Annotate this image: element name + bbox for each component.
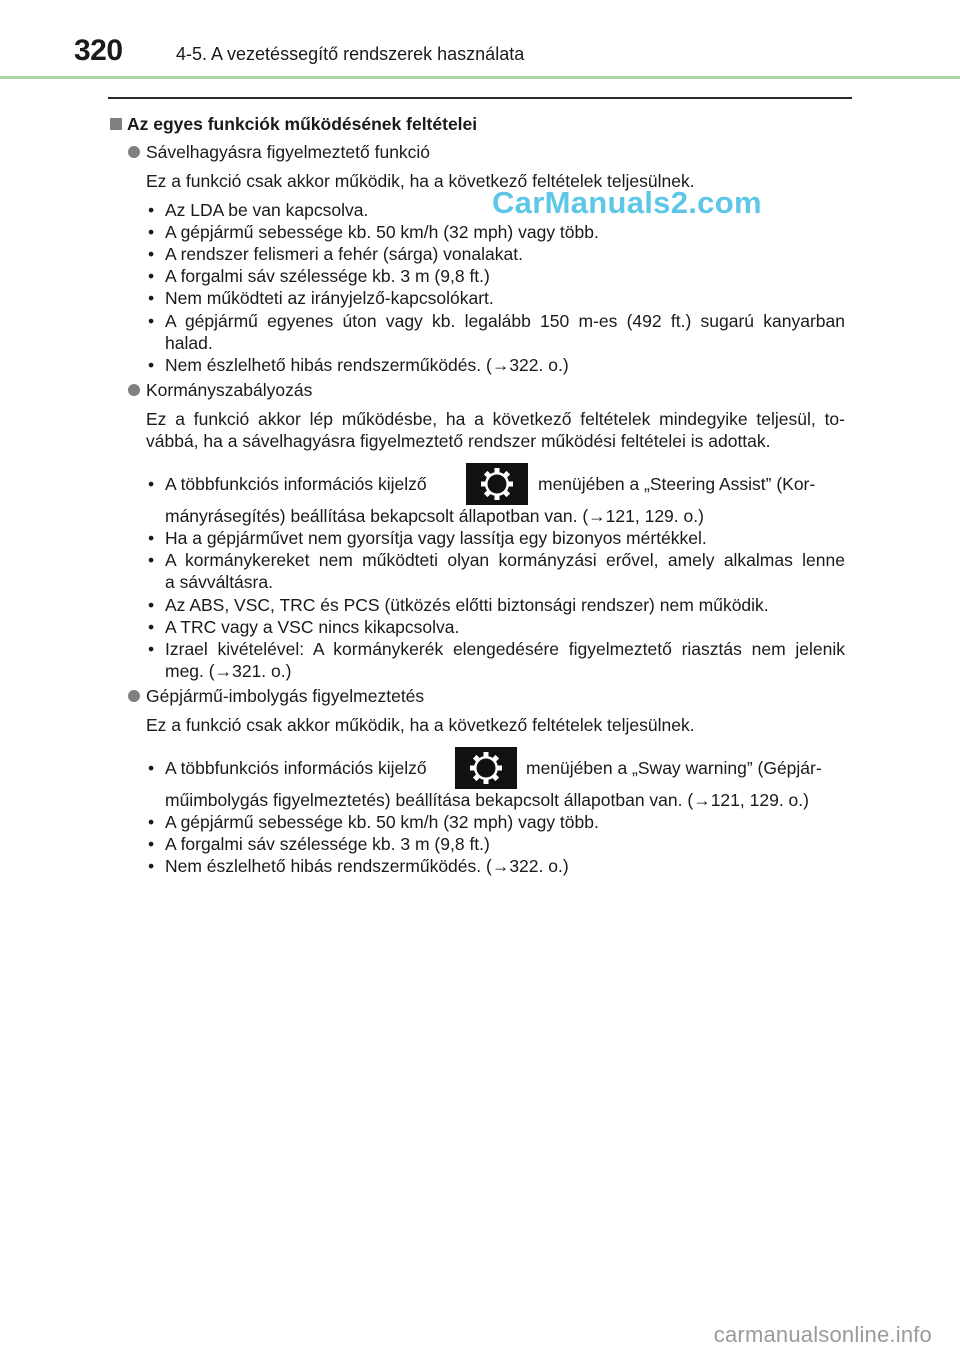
list-bullet: • [148,311,155,331]
circle-bullet-icon [128,146,140,158]
list-item: A TRC vagy a VSC nincs kikapcsolva. [165,617,460,637]
list-bullet: • [148,266,155,286]
lda-heading: Sávelhagyásra figyelmeztető funkció [146,142,431,162]
menu-item-text: A többfunkciós információs kijelző [165,758,427,778]
list-bullet: • [148,244,155,264]
steering-heading: Kormányszabályozás [146,380,313,400]
list-item: A forgalmi sáv szélessége kb. 3 m (9,8 ft.) [165,266,490,286]
sway-intro: Ez a funkció csak akkor működik, ha a következő feltételek teljesülnek. [146,715,695,735]
menu-item-text: A többfunkciós információs kijelző [165,474,427,494]
menu-item-text: menüjében a „Sway warning” (Gépjár- [526,758,822,778]
sway-heading: Gépjármű-imbolygás figyelmeztetés [146,686,425,706]
list-item: Izrael kivételével: A kormánykerék elengedésére figyelmeztető riasztás nem jelenik [165,639,845,659]
page-number: 320 [74,34,123,67]
footer-url: carmanualsonline.info [713,1322,932,1347]
list-item: Nem működteti az irányjelző-kapcsolókart. [165,288,494,308]
list-item: A gépjármű sebessége kb. 50 km/h (32 mph) vagy több. [165,812,599,832]
list-bullet: • [148,288,155,308]
list-item: A gépjármű egyenes úton vagy kb. legalább 150 m-es (492 ft.) sugarú kanyarban [165,311,845,331]
list-item-continuation: halad. [165,333,213,353]
section-divider [108,97,852,99]
list-bullet: • [148,550,155,570]
list-bullet: • [148,595,155,615]
list-item: A forgalmi sáv szélessége kb. 3 m (9,8 ft.) [165,834,490,854]
list-item: Az ABS, VSC, TRC és PCS (ütközés előtti biztonsági rendszer) nem működik. [165,595,769,615]
list-bullet: • [148,528,155,548]
list-bullet: • [148,200,155,220]
section-title: Az egyes funkciók működésének feltételei [127,114,478,134]
menu-item-text: műimbolygás figyelmeztetés) beállítása bekapcsolt állapotban van. (→121, 129. o.) [165,790,809,810]
list-item: A kormánykereket nem működteti olyan kormányzási erővel, amely alkalmas lenne [165,550,845,570]
gear-icon [466,463,528,505]
list-bullet: • [148,758,155,778]
page-header [0,0,960,80]
list-item-continuation: meg. (→321. o.) [165,661,292,681]
list-item: A rendszer felismeri a fehér (sárga) vonalakat. [165,244,523,264]
list-bullet: • [148,474,155,494]
square-bullet-icon [110,118,122,130]
list-bullet: • [148,639,155,659]
list-bullet: • [148,617,155,637]
menu-item-text: mányrásegítés) beállítása bekapcsolt állapotban van. (→121, 129. o.) [165,506,704,526]
list-item: Az LDA be van kapcsolva. [165,200,369,220]
list-item: Nem észlelhető hibás rendszerműködés. (→322. o.) [165,355,569,375]
watermark: CarManuals2.com [492,185,762,220]
list-bullet: • [148,812,155,832]
header-rule [0,76,960,79]
lda-intro: Ez a funkció csak akkor működik, ha a következő feltételek teljesülnek. [146,171,695,191]
list-item: Nem észlelhető hibás rendszerműködés. (→322. o.) [165,856,569,876]
menu-item-text: menüjében a „Steering Assist” (Kor- [538,474,816,494]
steering-intro-line1: Ez a funkció akkor lép működésbe, ha a következő feltételek mindegyike teljesül, to- [146,409,845,429]
circle-bullet-icon [128,690,140,702]
list-bullet: • [148,355,155,375]
chapter-title: 4-5. A vezetéssegítő rendszerek használata [176,44,525,64]
gear-icon [455,747,517,789]
list-item: Ha a gépjárművet nem gyorsítja vagy lassítja egy bizonyos mértékkel. [165,528,707,548]
list-item: A gépjármű sebessége kb. 50 km/h (32 mph) vagy több. [165,222,599,242]
steering-intro-line2: vábbá, ha a sávelhagyásra figyelmeztető rendszer működési feltételei is adottak. [146,431,771,451]
circle-bullet-icon [128,384,140,396]
list-bullet: • [148,834,155,854]
list-bullet: • [148,222,155,242]
list-item-continuation: a sávváltásra. [165,572,273,592]
list-bullet: • [148,856,155,876]
